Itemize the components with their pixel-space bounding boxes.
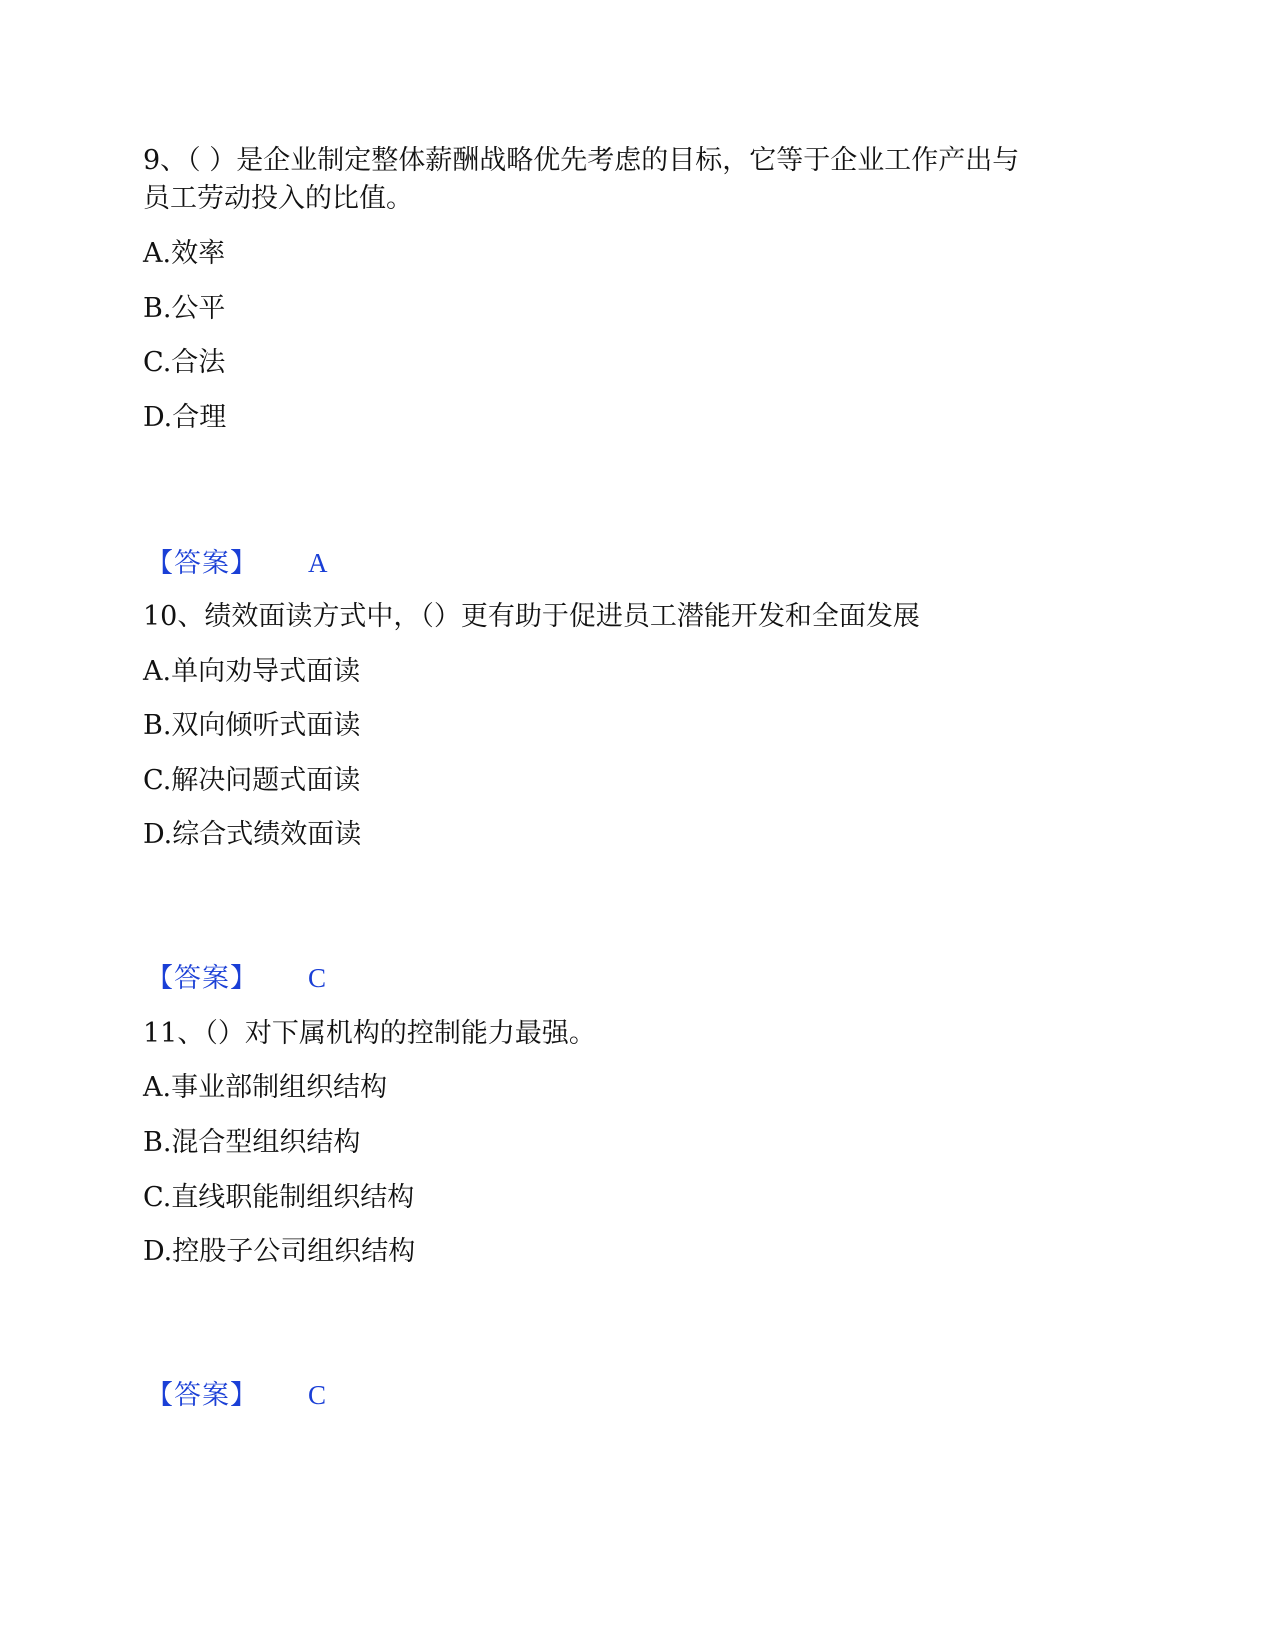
answer-value: C bbox=[308, 1380, 327, 1410]
option-b: B.双向倾听式面读 bbox=[143, 710, 361, 741]
answer-row bbox=[146, 545, 328, 581]
answer-row bbox=[146, 1377, 326, 1413]
answer-value: A bbox=[308, 548, 328, 578]
option-a: A.效率 bbox=[143, 238, 226, 269]
answer-row bbox=[146, 960, 326, 996]
option-a: A.事业部制组织结构 bbox=[143, 1072, 388, 1103]
option-d: D.控股子公司组织结构 bbox=[143, 1236, 416, 1267]
option-b: B.公平 bbox=[143, 293, 226, 324]
answer-value: C bbox=[308, 963, 327, 993]
question-stem-line: 员工劳动投入的比值。 bbox=[143, 183, 413, 214]
option-a: A.单向劝导式面读 bbox=[143, 656, 361, 687]
answer-label: 【答案】 bbox=[146, 963, 258, 994]
option-b: B.混合型组织结构 bbox=[143, 1127, 361, 1158]
option-d: D.合理 bbox=[143, 402, 227, 433]
option-d: D.综合式绩效面读 bbox=[143, 819, 362, 850]
answer-label: 【答案】 bbox=[146, 548, 258, 579]
option-c: C.直线职能制组织结构 bbox=[143, 1182, 415, 1213]
option-c: C.解决问题式面读 bbox=[143, 765, 361, 796]
question-stem-line: 10、绩效面读方式中，（）更有助于促进员工潜能开发和全面发展 bbox=[143, 601, 920, 632]
question-stem-line: 9、（ ）是企业制定整体薪酬战略优先考虑的目标，它等于企业工作产出与 bbox=[143, 145, 1020, 176]
question-stem-line: 11、（）对下属机构的控制能力最强。 bbox=[143, 1018, 596, 1049]
answer-label: 【答案】 bbox=[146, 1380, 258, 1411]
option-c: C.合法 bbox=[143, 347, 226, 378]
